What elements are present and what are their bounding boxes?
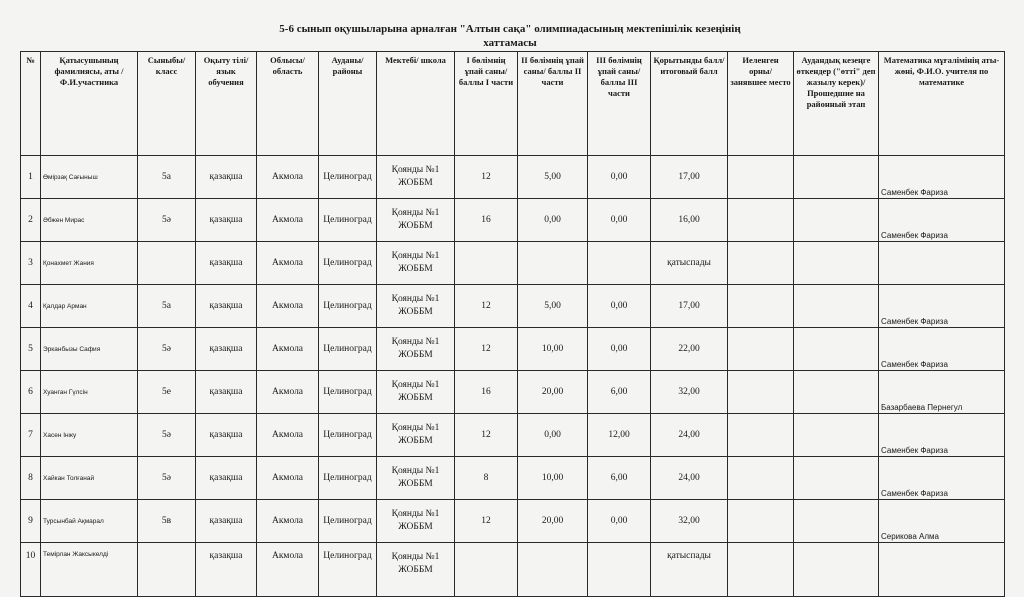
part3-score: 12,00 (588, 414, 651, 457)
part1-score: 12 (455, 414, 518, 457)
district-stage-cell (794, 285, 879, 328)
region-cell: Акмола (257, 500, 319, 543)
part1-score: 12 (455, 328, 518, 371)
district-cell: Целиноград (319, 156, 377, 199)
place-cell (728, 414, 794, 457)
total-score: 22,00 (651, 328, 728, 371)
participant-name: Турсынбай Ақмарал (41, 500, 138, 543)
teacher-name: Саменбек Фариза (879, 285, 1005, 328)
part1-score: 16 (455, 199, 518, 242)
region-cell: Акмола (257, 199, 319, 242)
part1-score (455, 242, 518, 285)
district-cell: Целиноград (319, 500, 377, 543)
part2-score: 20,00 (518, 500, 588, 543)
language-cell: қазақша (196, 199, 257, 242)
school-cell: Қоянды №1 ЖОББМ (377, 285, 455, 328)
part2-score: 0,00 (518, 414, 588, 457)
row-number: 6 (21, 371, 41, 414)
col-header-class: Сыныбы/класс (138, 52, 196, 156)
language-cell: қазақша (196, 156, 257, 199)
participant-name: Өмірзақ Сағыныш (41, 156, 138, 199)
table-header-row (21, 52, 1005, 156)
part1-score: 12 (455, 500, 518, 543)
col-header-district: Ауданы/ районы (319, 52, 377, 156)
col-header-part3: ІІІ бөлімнің ұпай саны/ баллы III части (588, 52, 651, 156)
col-header-region: Облысы/ область (257, 52, 319, 156)
col-header-part2: ІІ бөлімнің ұпай саны/ баллы II части (518, 52, 588, 156)
table-row (21, 414, 1005, 457)
part2-score: 20,00 (518, 371, 588, 414)
class-cell: 5ә (138, 199, 196, 242)
teacher-name: Саменбек Фариза (879, 457, 1005, 500)
class-cell: 5в (138, 500, 196, 543)
place-cell (728, 328, 794, 371)
part3-score: 0,00 (588, 199, 651, 242)
part2-score (518, 242, 588, 285)
place-cell (728, 543, 794, 597)
part3-score (588, 543, 651, 597)
participant-name: Әбжен Мирас (41, 199, 138, 242)
table-row (21, 371, 1005, 414)
district-cell: Целиноград (319, 242, 377, 285)
teacher-name: Саменбек Фариза (879, 199, 1005, 242)
total-score: 17,00 (651, 156, 728, 199)
row-number: 5 (21, 328, 41, 371)
col-header-part1: І бөлімнің ұпай саны/ баллы I части (455, 52, 518, 156)
class-cell: 5ә (138, 457, 196, 500)
row-number: 9 (21, 500, 41, 543)
part2-score: 5,00 (518, 156, 588, 199)
row-number: 7 (21, 414, 41, 457)
place-cell (728, 199, 794, 242)
class-cell: 5ә (138, 414, 196, 457)
region-cell: Акмола (257, 242, 319, 285)
title-line-2: хаттамасы (483, 37, 537, 49)
class-cell: 5е (138, 371, 196, 414)
school-cell: Қоянды №1 ЖОББМ (377, 242, 455, 285)
school-cell: Қоянды №1 ЖОББМ (377, 156, 455, 199)
region-cell: Акмола (257, 457, 319, 500)
district-stage-cell (794, 156, 879, 199)
document-title (200, 22, 820, 50)
table-row (21, 199, 1005, 242)
part2-score: 0,00 (518, 199, 588, 242)
part3-score: 0,00 (588, 500, 651, 543)
table-row (21, 156, 1005, 199)
language-cell: қазақша (196, 500, 257, 543)
row-number: 2 (21, 199, 41, 242)
region-cell: Акмола (257, 156, 319, 199)
table-row (21, 328, 1005, 371)
region-cell: Акмола (257, 414, 319, 457)
participant-name: Хайкан Толғанай (41, 457, 138, 500)
table-row (21, 543, 1005, 597)
district-cell: Целиноград (319, 543, 377, 597)
part1-score: 12 (455, 285, 518, 328)
place-cell (728, 500, 794, 543)
table-body (21, 156, 1005, 597)
col-header-district-stage: Аудандық кезеңге өткендер ("өтті" деп жазылу керек)/ Прошедшие на районный этап (794, 52, 879, 156)
district-cell: Целиноград (319, 285, 377, 328)
class-cell (138, 543, 196, 597)
total-score: қатыспады (651, 543, 728, 597)
total-score: 16,00 (651, 199, 728, 242)
teacher-name (879, 242, 1005, 285)
district-stage-cell (794, 371, 879, 414)
teacher-name: Саменбек Фариза (879, 414, 1005, 457)
part1-score: 12 (455, 156, 518, 199)
district-cell: Целиноград (319, 328, 377, 371)
region-cell: Акмола (257, 285, 319, 328)
district-cell: Целиноград (319, 457, 377, 500)
district-stage-cell (794, 543, 879, 597)
col-header-name: Қатысушының фамилиясы, аты /Ф.И.участника (41, 52, 138, 156)
school-cell: Қоянды №1 ЖОББМ (377, 500, 455, 543)
participant-name: Хасен Інжу (41, 414, 138, 457)
part3-score: 0,00 (588, 328, 651, 371)
part1-score (455, 543, 518, 597)
row-number: 1 (21, 156, 41, 199)
district-cell: Целиноград (319, 371, 377, 414)
col-header-place: Иеленген орны/ занявшее место (728, 52, 794, 156)
district-cell: Целиноград (319, 199, 377, 242)
district-stage-cell (794, 500, 879, 543)
language-cell: қазақша (196, 457, 257, 500)
school-cell: Қоянды №1 ЖОББМ (377, 199, 455, 242)
participant-name: Темірлан Жаксыкелді (41, 543, 138, 597)
col-header-school: Мектебі/ школа (377, 52, 455, 156)
part2-score: 5,00 (518, 285, 588, 328)
school-cell: Қоянды №1 ЖОББМ (377, 457, 455, 500)
school-cell: Қоянды №1 ЖОББМ (377, 328, 455, 371)
class-cell (138, 242, 196, 285)
class-cell: 5а (138, 156, 196, 199)
part3-score: 0,00 (588, 285, 651, 328)
col-header-total: Қорытынды балл/ итоговый балл (651, 52, 728, 156)
language-cell: қазақша (196, 242, 257, 285)
participant-name: Қонахмет Жания (41, 242, 138, 285)
total-score: 17,00 (651, 285, 728, 328)
teacher-name: Серикова Алма (879, 500, 1005, 543)
col-header-teacher: Математика мұғалімінің аты-жөні, Ф.И.О. учителя по математике (879, 52, 1005, 156)
participant-name: Эрканбызы Сафия (41, 328, 138, 371)
class-cell: 5ә (138, 328, 196, 371)
part3-score: 6,00 (588, 457, 651, 500)
place-cell (728, 156, 794, 199)
school-cell: Қоянды №1 ЖОББМ (377, 414, 455, 457)
place-cell (728, 457, 794, 500)
title-line-1: 5-6 сынып оқушыларына арналған "Алтын сақа" олимпиадасының мектепішілік кезеңінің (279, 23, 741, 35)
district-stage-cell (794, 242, 879, 285)
district-stage-cell (794, 457, 879, 500)
part2-score: 10,00 (518, 328, 588, 371)
row-number: 4 (21, 285, 41, 328)
total-score: 24,00 (651, 414, 728, 457)
row-number: 8 (21, 457, 41, 500)
place-cell (728, 285, 794, 328)
teacher-name: Базарбаева Пернегул (879, 371, 1005, 414)
region-cell: Акмола (257, 543, 319, 597)
school-cell: Қоянды №1 ЖОББМ (377, 371, 455, 414)
results-table (20, 51, 1005, 597)
place-cell (728, 242, 794, 285)
participant-name: Хуанган Гүлсін (41, 371, 138, 414)
language-cell: қазақша (196, 371, 257, 414)
class-cell: 5а (138, 285, 196, 328)
district-cell: Целиноград (319, 414, 377, 457)
part3-score: 6,00 (588, 371, 651, 414)
total-score: 32,00 (651, 500, 728, 543)
table-row (21, 285, 1005, 328)
teacher-name: Саменбек Фариза (879, 156, 1005, 199)
language-cell: қазақша (196, 414, 257, 457)
participant-name: Қалдар Арман (41, 285, 138, 328)
district-stage-cell (794, 328, 879, 371)
row-number: 3 (21, 242, 41, 285)
part1-score: 8 (455, 457, 518, 500)
language-cell: қазақша (196, 285, 257, 328)
table-row (21, 500, 1005, 543)
teacher-name (879, 543, 1005, 597)
part3-score: 0,00 (588, 156, 651, 199)
part1-score: 16 (455, 371, 518, 414)
table-row (21, 242, 1005, 285)
teacher-name: Саменбек Фариза (879, 328, 1005, 371)
part2-score (518, 543, 588, 597)
place-cell (728, 371, 794, 414)
total-score: қатыспады (651, 242, 728, 285)
row-number: 10 (21, 543, 41, 597)
total-score: 24,00 (651, 457, 728, 500)
school-cell: Қоянды №1 ЖОББМ (377, 543, 455, 597)
total-score: 32,00 (651, 371, 728, 414)
language-cell: қазақша (196, 543, 257, 597)
district-stage-cell (794, 414, 879, 457)
region-cell: Акмола (257, 371, 319, 414)
region-cell: Акмола (257, 328, 319, 371)
part2-score: 10,00 (518, 457, 588, 500)
part3-score (588, 242, 651, 285)
table-row (21, 457, 1005, 500)
col-header-language: Оқыту тілі/ язык обучения (196, 52, 257, 156)
language-cell: қазақша (196, 328, 257, 371)
district-stage-cell (794, 199, 879, 242)
col-header-number: № (21, 52, 41, 156)
